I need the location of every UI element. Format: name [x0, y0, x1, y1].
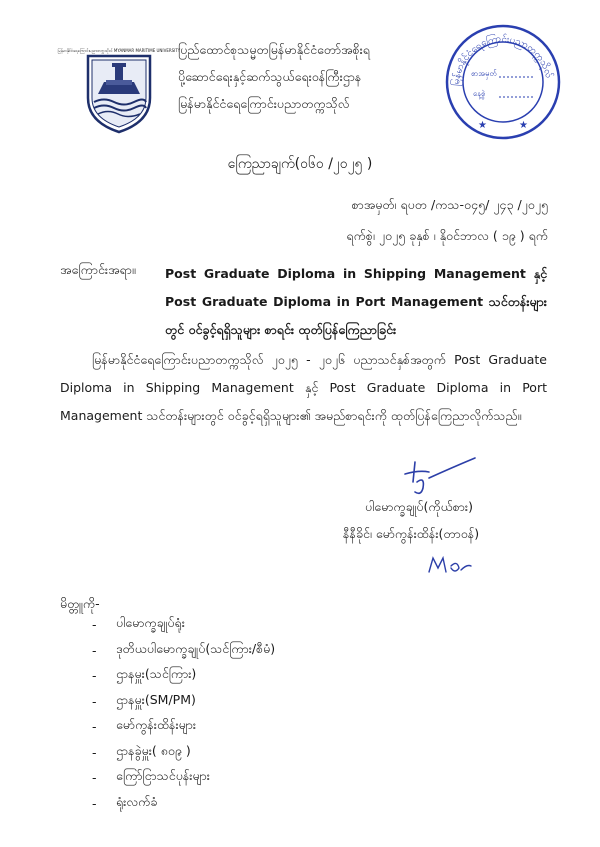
- header-ministry: ပို့ဆောင်ရေးနှင့်ဆက်သွယ်ရေးဝန်ကြီးဌာန: [178, 69, 362, 84]
- announcement-title: ကြေညာချက်(၀၆၀ /၂၀၂၅ ): [227, 156, 373, 172]
- header-university: မြန်မာနိုင်ငံရေကြောင်းပညာတက္ကသိုလ်: [178, 96, 350, 111]
- header-government: ပြည်ထောင်စုသမ္မတမြန်မာနိုင်ငံတော်အစိုးရ: [178, 42, 370, 57]
- logo-text: မြန်မာနိုင်ငံရေကြောင်းပညာတက္ကသိုလ် MYANMAR MARITIME UNIVERSITY: [57, 48, 181, 53]
- handwritten-signature: [395, 452, 485, 502]
- cc-item: - ကြော်ငြာသင်ပုန်းများ: [92, 768, 210, 786]
- cc-item: - ရုံးလက်ခံ: [92, 793, 158, 811]
- cc-item: - ဌာနခွဲမှူး( ၈၀၉ ): [92, 742, 191, 760]
- letter-number: စာအမှတ်၊ ရပတ /ကသ-၀၄၅/ ၂၄၃ /၂၀၂၅: [351, 197, 548, 212]
- letter-date: ရက်စွဲ၊ ၂၀၂၅ ခုနှစ် ၊ နိုဝင်ဘာလ ( ၁၉ ) ရက်: [346, 228, 548, 243]
- university-logo: [57, 46, 181, 134]
- stamp-ring-text: မြန်မာနိုင်ငံရေကြောင်းပညာတက္ကသိုလ်: [450, 33, 555, 87]
- cc-item: - ဌာနမှူး(သင်ကြား): [92, 666, 197, 684]
- stamp-star-icon: ★: [519, 120, 528, 131]
- cc-item: - မော်ကွန်းထိန်းများ: [92, 717, 197, 735]
- handwritten-initials: [425, 552, 475, 578]
- cc-item: - ဌာနမှူး(SM/PM): [92, 691, 196, 709]
- cc-label: မိတ္တူကို-: [60, 596, 100, 611]
- cc-list: [92, 612, 275, 816]
- stamp-field-date: နေ့စွဲ: [473, 89, 486, 98]
- body-paragraph: မြန်မာနိုင်ငံရေကြောင်းပညာတက္ကသိုလ် ၂၀၂၅ - ၂၀၂၆ ပညာသင်နှစ်အတွက် Post Graduate Diploma in Shipping Management နှင့် Post Graduate Diploma in Port Management သင်တန်းများတွင် ဝင်ခွင့်ရရှိသူများ၏ အမည်စာရင်းကို ထုတ်ပြန်ကြေညာလိုက်သည်။: [60, 352, 547, 423]
- stamp-star-icon: ★: [478, 120, 487, 131]
- signatory-title: ပါမောက္ခချုပ်(ကိုယ်စား): [365, 499, 473, 514]
- official-stamp: [443, 22, 563, 142]
- subject-label: အကြောင်းအရာ။: [60, 262, 136, 277]
- subject-text: Post Graduate Diploma in Shipping Management နှင့် Post Graduate Diploma in Port Management သင်တန်းများတွင် ဝင်ခွင့်ရရှိသူများ စာရင်း ထုတ်ပြန်ကြေညာခြင်း: [165, 266, 547, 337]
- cc-item: - ဒုတိယပါမောက္ခချုပ်(သင်ကြား/စီမံ): [92, 640, 276, 658]
- cc-item: - ပါမောက္ခချုပ်ရုံး: [92, 615, 185, 633]
- signatory-name: နီနီခိုင်၊ မော်ကွန်းထိန်း(တာဝန်): [343, 526, 480, 541]
- stamp-field-number: စာအမှတ်: [471, 69, 497, 78]
